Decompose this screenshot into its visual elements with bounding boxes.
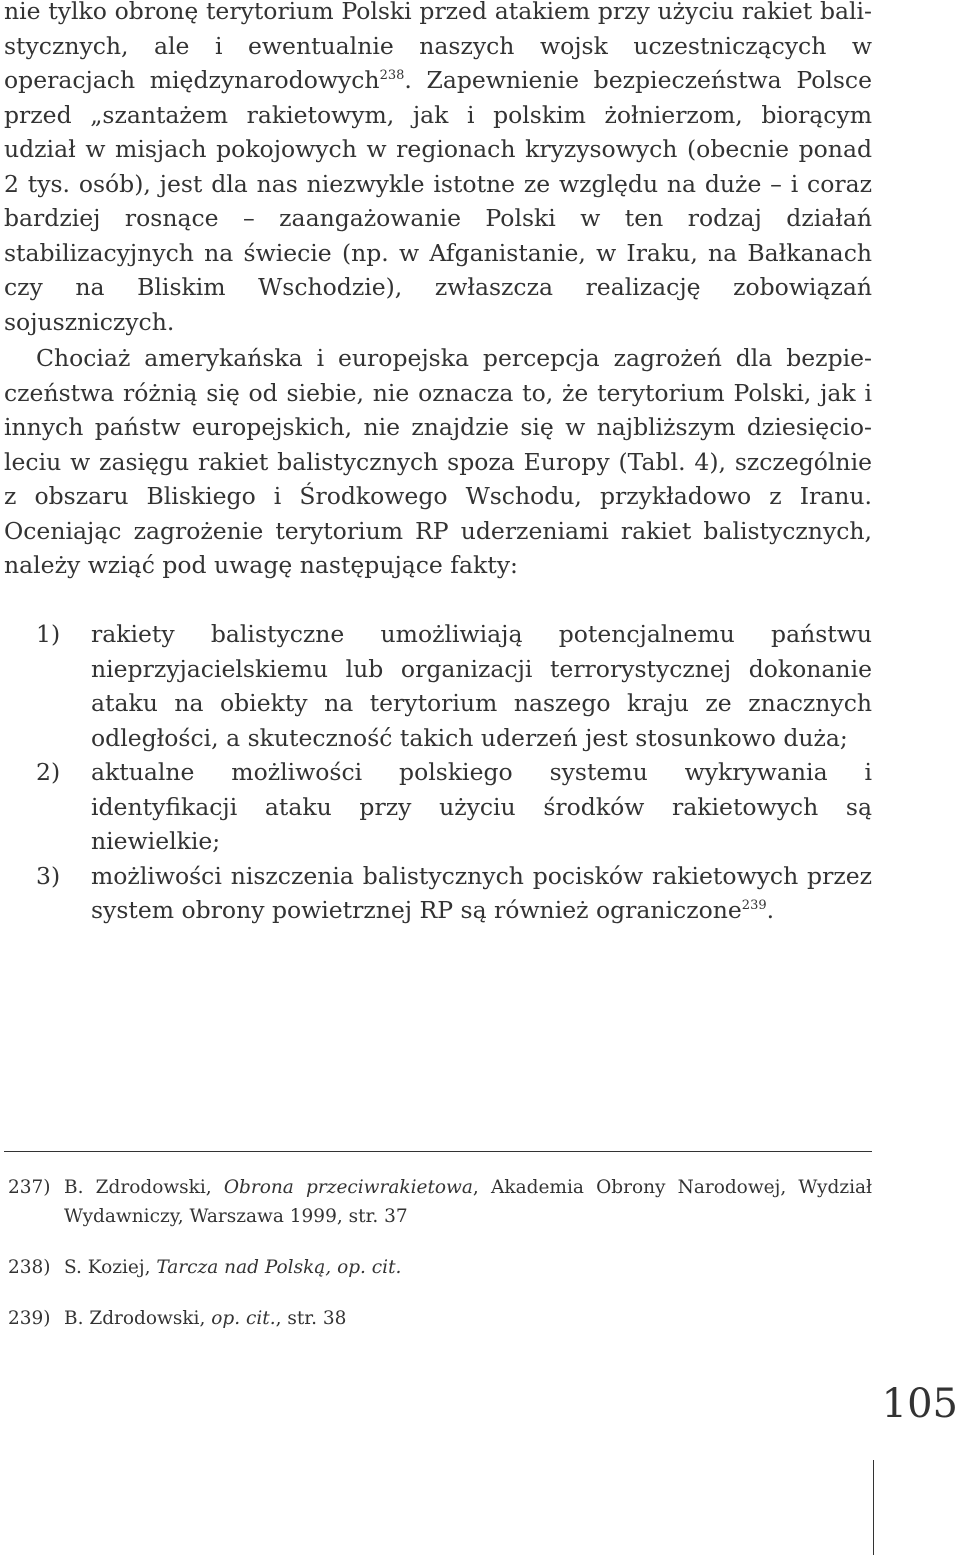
footnote-text-post: , Akademia Obrony Narodowej, Wydział Wydawniczy, Warszawa 1999, str. 37 — [64, 1177, 873, 1227]
list-item-number: 2) — [36, 758, 61, 786]
footnote-text: B. Zdrodowski, — [64, 1177, 224, 1198]
list-item-text: rakiety balistyczne umożliwiają potencjalnemu państwu nieprzyjacielskiemu lub organizacji terrorystycznej dokonanie ataku na obiekty na terytorium naszego kraju ze znacznych odległości, a skuteczność takich uderzeń jest stosunkowo duża; — [91, 620, 872, 752]
footnote-text-post: , str. 38 — [275, 1308, 347, 1329]
footnote-divider — [4, 1151, 872, 1152]
list-item-tail: . — [766, 896, 775, 924]
paragraph-1-text-b: . Zapewnienie bezpieczeństwa Polsce przed „szantażem rakietowym, jak i polskim żołnierzom, biorącym udział w misjach pokojowych w regionach kryzysowych (obecnie ponad 2 tys. osób), jest dla nas niezwykle istotne ze względu na duże – i coraz bardziej rosnące – zaangażowanie Polski w ten rodzaj działań stabilizacyjnych na świecie (np. w Afganistanie, w Iraku, na Bałkanach czy na Bliskim Wschodzie), zwłaszcza realizację zobowiązań sojuszniczych. — [4, 66, 872, 336]
footnotes — [4, 1173, 872, 1355]
footnote-238 — [4, 1253, 872, 1282]
list-item-number: 3) — [36, 861, 61, 890]
footnote-number: 238) — [8, 1257, 51, 1278]
list-item — [4, 859, 872, 928]
page-number: 105 — [881, 1381, 958, 1427]
paragraph-1-text-a: nie tylko obronę terytorium Polski przed atakiem przy użyciu rakiet balistycznych, ale i ewentualnie naszych wojsk uczestniczących w operacjach międzynarodowych — [4, 0, 872, 94]
list-item — [4, 617, 872, 755]
footnote-title: Tarcza nad Polską, op. cit. — [156, 1257, 402, 1278]
footnote-text: S. Koziej, — [64, 1257, 157, 1278]
footnote-239 — [4, 1304, 872, 1333]
footnote-ref-238[interactable]: 238 — [379, 68, 405, 84]
margin-rule — [873, 1460, 874, 1555]
footnote-title: Obrona przeciwrakietowa — [223, 1177, 473, 1198]
facts-list — [4, 617, 872, 928]
list-item — [4, 755, 872, 859]
footnote-text: B. Zdrodowski, — [64, 1308, 212, 1329]
footnote-ref-239[interactable]: 239 — [741, 898, 767, 914]
footnote-237 — [4, 1173, 872, 1231]
footnote-number: 239) — [8, 1308, 51, 1329]
list-item-text: możliwości niszczenia balistycznych pocisków rakietowych przez system obrony powietrznej RP są również ograniczone — [91, 861, 872, 924]
footnote-number: 237) — [8, 1177, 51, 1198]
paragraph-2: Chociaż amerykańska i europejska percepcja zagrożeń dla bezpieczeństwa różnią się od siebie, nie oznacza to, że terytorium Polski, jak i innych państw europejskich, nie znajdzie się w najbliższym dziesięcioleciu w zasięgu rakiet balistycznych spoza Europy (Tabl. 4), szczególnie z obszaru Bliskiego i Środkowego Wschodu, przykładowo z Iranu. Oceniając zagrożenie terytorium RP uderzeniami rakiet balistycznych, należy wziąć pod uwagę następujące fakty: — [4, 344, 872, 579]
paragraph-1 — [4, 0, 872, 339]
list-item-text: aktualne możliwości polskiego systemu wykrywania i identyfikacji ataku przy użyciu środków rakietowych są niewielkie; — [91, 758, 872, 855]
list-item-number: 1) — [36, 620, 61, 648]
footnote-title: op. cit. — [211, 1308, 276, 1329]
